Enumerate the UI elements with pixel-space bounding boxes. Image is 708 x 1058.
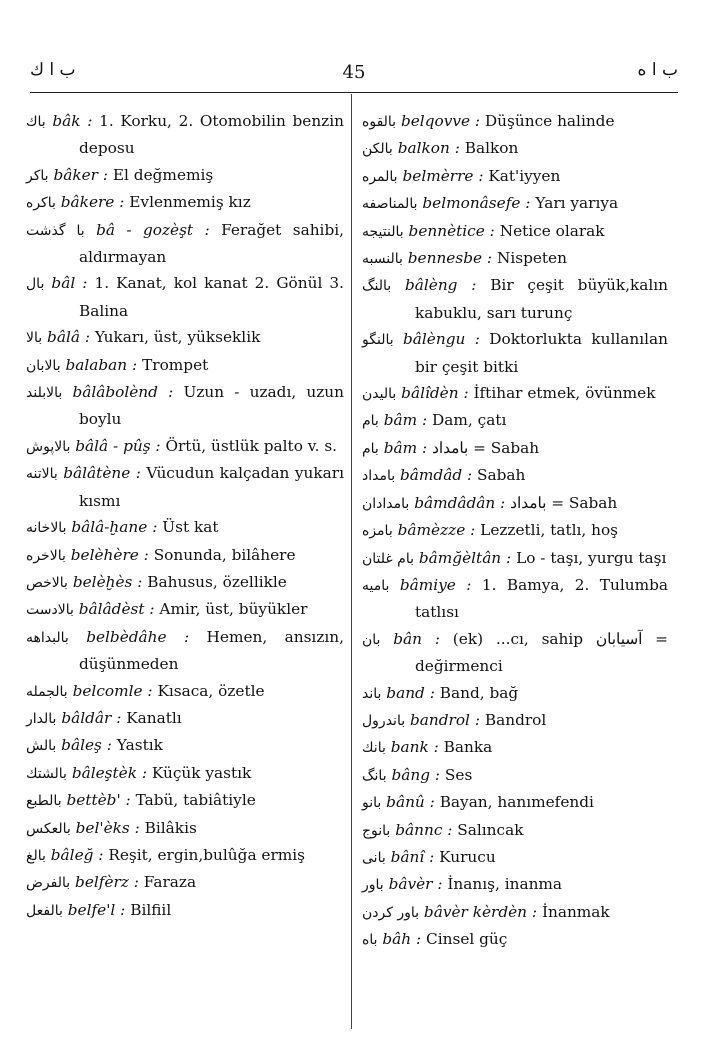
entry-headword: belèḫès [72,572,133,591]
entry-arabic-script: باليدن [362,386,397,403]
entry-arabic-script: بالجمله [26,683,68,700]
entry-headword: bennesbe [407,249,483,268]
entry-headword: bâlâ - pûş [75,436,151,455]
entry-definition: Amir, üst, büyükler [159,600,308,619]
entry-arabic-script: بالابلند [26,385,63,402]
dictionary-entry: بالبداهه belbèdâhe : Hemen, ansızın, düşünmeden [26,627,344,674]
entry-arabic-script: بالش [26,738,57,755]
dictionary-entry: باكر bâker : El değmemiş [26,165,214,184]
entry-headword: bâkere [60,193,115,212]
dictionary-entry: بانى bânî : Kurucu [362,847,496,866]
dictionary-entry: بالاتنه bâlâtène : Vücudun kalçadan yukarı kısmı [26,464,344,510]
entry-headword: bâlâ [47,328,80,347]
entry-definition: Reşit, ergin,bulûğa ermiş [108,845,306,864]
entry-headword: bâlâdèst [78,600,145,619]
entry-definition: Kısaca, özetle [157,681,265,700]
entry-definition: Nispeten [496,249,567,268]
entry-arabic-script: بالاخص [26,574,68,591]
entry-arabic-script: بالنگو [362,332,394,349]
entry-arabic-script: بان [362,631,381,648]
entry-headword: belfèrz [75,873,129,892]
entry-arabic-script: بالمره [362,168,398,185]
entry-definition: Örtü, üstlük palto v. s. [165,436,338,455]
dictionary-entry: بام bâm : Dam, çatı [362,411,507,430]
dictionary-entry: باك bâk : 1. Korku, 2. Otomobilin benzin deposu [26,112,344,158]
header-right-guide-word: ب ا ه [637,60,678,80]
dictionary-entry: بان bân : (ek) ...cı, sahip آسيابان = değirmenci [362,629,668,676]
dictionary-entry: باميه bâmiye : 1. Bamya, 2. Tulumba tatlısı [362,575,668,622]
entry-definition: Yastık [116,736,163,755]
entry-headword: bâleştèk [71,763,138,782]
dictionary-entry: بالكن balkon : Balkon [362,139,519,158]
entry-headword: belmonâsefe [422,194,521,213]
dictionary-entry: بام bâm : بامداد = Sabah [362,438,540,457]
entry-arabic-script: باه [362,932,378,949]
entry-definition: El değmemiş [112,165,214,184]
entry-arabic-script: باكره [26,195,56,212]
entry-arabic-script: بالاتنه [26,466,58,483]
entry-definition: Netice olarak [499,221,605,240]
entry-arabic-script: بالدار [26,710,57,727]
entry-arabic-script: بالادست [26,602,74,619]
entry-arabic-script: بالاخره [26,547,66,564]
entry-arabic-script: بالغ [26,847,46,864]
entry-headword: bâk [52,112,81,130]
left-column [26,108,344,924]
entry-definition: Hemen, ansızın, düşünmeden [79,627,344,674]
entry-definition: Bandrol [484,710,547,729]
entry-definition: Salıncak [457,820,524,839]
entry-definition: Kurucu [439,847,496,866]
entry-arabic-script: باور [362,877,384,894]
entry-definition: 1. Korku, 2. Otomobilin benzin deposu [79,112,344,158]
entry-arabic-script: بالكن [362,141,393,158]
entry-arabic-script: بالطبع [26,793,62,810]
entry-headword: bâlèngu [403,330,466,349]
dictionary-entry: بالنگ bâlèng : Bir çeşit büyük,kalın kabuklu, sarı turunç [362,276,668,322]
entry-headword: bâldâr [61,708,112,727]
entry-headword: bâng [391,765,431,784]
dictionary-entry: باور كردن bâvèr kèrdèn : İnanmak [362,902,610,921]
entry-headword: bânnc [395,820,443,839]
header-left-guide-word: ب ا ك [30,60,76,80]
entry-definition: İnanmak [541,902,610,921]
entry-definition: بامداد = Sabah [432,438,540,457]
entry-headword: bâvèr [388,875,433,894]
entry-arabic-script: بالنگ [362,278,392,295]
dictionary-entry: بالابان balaban : Trompet [26,355,209,374]
entry-headword: belfe'l [67,900,116,919]
entry-definition: Dam, çatı [432,411,507,430]
dictionary-entry: بالاخره belèhère : Sonunda, bilâhere [26,545,296,564]
dictionary-entry: بامزه bâmèzze : Lezzetli, tatlı, hoş [362,521,619,540]
entry-definition: İnanış, inanma [447,875,563,894]
dictionary-entry: بانو bânû : Bayan, hanımefendi [362,793,594,812]
entry-definition: Uzun - uzadı, uzun boylu [79,383,344,429]
entry-arabic-script: باميه [362,577,390,594]
dictionary-entry: باكره bâkere : Evlenmemiş kız [26,193,251,212]
entry-headword: bâmğèltân [418,548,502,567]
entry-arabic-script: بانگ [362,767,387,784]
entry-definition: Bilfiil [130,900,172,919]
entry-definition: Üst kat [162,518,219,537]
entry-headword: bettèb' [66,791,121,810]
entry-definition: Balkon [464,139,519,158]
dictionary-entry: بامداد bâmdâd : Sabah [362,466,526,485]
entry-definition: Bayan, hanımefendi [439,793,594,812]
entry-definition: Banka [443,738,493,757]
entry-arabic-script: بالنسبه [362,251,403,268]
entry-headword: bâm [383,438,418,457]
entry-headword: balkon [397,139,450,158]
entry-definition: Kat'iyyen [488,166,561,185]
entry-arabic-script: باور كردن [362,904,420,921]
entry-definition: Sonunda, bilâhere [153,545,296,564]
entry-headword: belqovve [400,112,471,130]
entry-arabic-script: بالشتك [26,765,67,782]
dictionary-entry: بالادست bâlâdèst : Amir, üst, büyükler [26,600,308,619]
entry-arabic-script: بانوج [362,822,391,839]
entry-headword: bâlâtène [63,464,131,483]
entry-arabic-script: باكر [26,167,49,184]
entry-headword: belmèrre [402,166,474,185]
dictionary-entry: بالطبع bettèb' : Tabü, tabiâtiyle [26,791,256,810]
dictionary-entry: بالنتيجه bennètice : Netice olarak [362,221,605,240]
entry-definition: Kanatlı [126,708,182,727]
entry-headword: bandrol [409,710,470,729]
page-number: 45 [342,62,366,83]
dictionary-entry: باند band : Band, bağ [362,683,519,702]
entry-headword: bank [390,738,429,757]
entry-headword: bâlèng [404,276,458,295]
dictionary-entry: بامدادان bâmdâdân : بامداد = Sabah [362,493,618,512]
page-header [30,60,678,90]
entry-headword: bâlîdèn [401,384,459,403]
dictionary-entry: بام غلتان bâmğèltân : Lo - taşı, yurgu taşı [362,548,667,567]
dictionary-entry: بالقوه belqovve : Düşünce halinde [362,112,615,130]
entry-arabic-script: باك [26,114,46,130]
entry-arabic-script: بانى [362,849,386,866]
entry-definition: Bilâkis [144,818,197,837]
entry-arabic-script: بالعكس [26,820,71,837]
entry-headword: bel'èks [75,818,130,837]
dictionary-entry: بالغ bâleğ : Reşit, ergin,bulûğa ermiş [26,845,306,864]
entry-headword: bâleş [61,736,102,755]
entry-arabic-script: بالبداهه [26,629,69,646]
entry-definition: (ek) ...cı, sahip آسيابان = değirmenci [415,629,668,676]
entry-arabic-script: بالاپوش [26,438,71,455]
dictionary-entry: بالجمله belcomle : Kısaca, özetle [26,681,265,700]
entry-arabic-script: بالنتيجه [362,223,404,240]
entry-definition: İftihar etmek, övünmek [473,384,656,403]
entry-arabic-script: بالفرض [26,875,71,892]
entry-definition: Bir çeşit büyük,kalın kabuklu, sarı turunç [415,276,668,322]
dictionary-entry: بال bâl : 1. Kanat, kol kanat 2. Gönül 3. Balina [26,274,344,320]
entry-arabic-script: بامدادان [362,495,410,512]
entry-definition: Yarı yarıya [535,194,619,213]
entry-arabic-script: بامداد [362,468,396,485]
dictionary-entry: باليدن bâlîdèn : İftihar etmek, övünmek [362,384,656,403]
dictionary-entry: بانوج bânnc : Salıncak [362,820,524,839]
entry-definition: Trompet [142,355,209,374]
entry-headword: bâlâbolènd [72,383,158,402]
dictionary-entry: باه bâh : Cinsel güç [362,930,508,949]
entry-arabic-script: بام [362,440,379,457]
entry-headword: belèhère [70,545,139,564]
entry-headword: bâlâ-ḫane [71,518,148,537]
column-divider [351,94,352,1029]
entry-definition: Evlenmemiş kız [129,193,251,212]
dictionary-entry: بالا bâlâ : Yukarı, üst, yükseklik [26,328,261,347]
dictionary-entry: باور bâvèr : İnanış, inanma [362,875,563,894]
dictionary-entry: بالفعل belfe'l : Bilfiil [26,900,172,919]
entry-definition: بامداد = Sabah [510,493,618,512]
entry-arabic-script: بال [26,276,45,293]
entry-headword: bâh [382,930,412,949]
entry-definition: Band, bağ [439,683,519,702]
dictionary-entry: بالاخانه bâlâ-ḫane : Üst kat [26,518,219,537]
entry-headword: bâmiye [399,575,456,594]
dictionary-entry: بالدار bâldâr : Kanatlı [26,708,182,727]
dictionary-entry: باندرول bandrol : Bandrol [362,710,547,729]
entry-definition: Bahusus, özellikle [147,572,287,591]
entry-arabic-script: بالفعل [26,902,63,919]
entry-definition: Ferağet sahibi, aldırmayan [79,220,344,267]
entry-arabic-script: بالقوه [362,114,397,130]
entry-definition: Lezzetli, tatlı, hoş [480,521,619,540]
dictionary-entry: بالشتك bâleştèk : Küçük yastık [26,763,252,782]
entry-arabic-script: بالابان [26,357,61,374]
dictionary-entry: بالعكس bel'èks : Bilâkis [26,818,197,837]
entry-headword: balaban [65,355,128,374]
entry-arabic-script: بانو [362,795,382,812]
dictionary-entry: بالمره belmèrre : Kat'iyyen [362,166,561,185]
dictionary-entry: بالاخص belèḫès : Bahusus, özellikle [26,572,287,591]
entry-headword: bâmdâdân [414,493,496,512]
dictionary-entry: بالفرض belfèrz : Faraza [26,873,197,892]
entry-definition: Doktorlukta kullanılan bir çeşit bitki [415,330,668,376]
entry-headword: bâker [53,165,98,184]
entry-definition: Lo - taşı, yurgu taşı [516,548,667,567]
entry-headword: bennètice [408,221,485,240]
entry-arabic-script: باند [362,685,382,702]
entry-headword: bâmdâd [400,466,463,485]
header-rule [30,92,678,93]
entry-arabic-script: بالمناصفه [362,196,418,213]
entry-definition: Düşünce halinde [484,112,615,130]
entry-definition: 1. Bamya, 2. Tulumba tatlısı [415,575,668,622]
entry-definition: Faraza [143,873,197,892]
entry-definition: Küçük yastık [151,763,252,782]
entry-arabic-script: بانك [362,740,386,757]
entry-arabic-script: بالا [26,330,43,347]
entry-headword: bâvèr kèrdèn [423,902,528,921]
dictionary-entry: بالمناصفه belmonâsefe : Yarı yarıya [362,194,619,213]
dictionary-entry: با گذشت bâ - gozèşt : Ferağet sahibi, aldırmayan [26,220,344,267]
entry-headword: band [386,683,425,702]
entry-headword: bânû [386,793,425,812]
entry-arabic-script: بالاخانه [26,520,67,537]
entry-arabic-script: با گذشت [26,222,85,239]
entry-arabic-script: بام غلتان [362,550,415,567]
entry-definition: Yukarı, üst, yükseklik [94,328,261,347]
dictionary-entry: بالنسبه bennesbe : Nispeten [362,249,567,268]
entry-definition: Cinsel güç [426,930,508,949]
dictionary-entry: بانگ bâng : Ses [362,765,473,784]
entry-headword: belbèdâhe [86,627,167,646]
dictionary-entry: بالاپوش bâlâ - pûş : Örtü, üstlük palto v. s. [26,436,338,455]
entry-headword: bân [393,629,423,648]
dictionary-entry: بالنگو bâlèngu : Doktorlukta kullanılan bir çeşit bitki [362,330,668,376]
dictionary-entry: بالش bâleş : Yastık [26,736,163,755]
dictionary-entry: بانك bank : Banka [362,738,493,757]
entry-definition: Sabah [477,466,526,485]
entry-headword: bânî [390,847,425,866]
entry-headword: bâmèzze [397,521,466,540]
entry-headword: bâleğ [50,845,94,864]
entry-definition: 1. Kanat, kol kanat 2. Gönül 3. Balina [79,274,344,320]
entry-definition: Tabü, tabiâtiyle [135,791,256,810]
right-column [362,108,668,954]
entry-arabic-script: باندرول [362,712,406,729]
entry-definition: Ses [444,765,473,784]
entry-definition: Vücudun kalçadan yukarı kısmı [79,464,344,510]
entry-arabic-script: بامزه [362,523,393,540]
entry-headword: belcomle [72,681,143,700]
entry-arabic-script: بام [362,413,379,430]
dictionary-entry: بالابلند bâlâbolènd : Uzun - uzadı, uzun boylu [26,383,344,429]
entry-headword: bâl [51,274,76,293]
entry-headword: bâm [383,411,418,430]
entry-headword: bâ - gozèşt [96,220,194,239]
